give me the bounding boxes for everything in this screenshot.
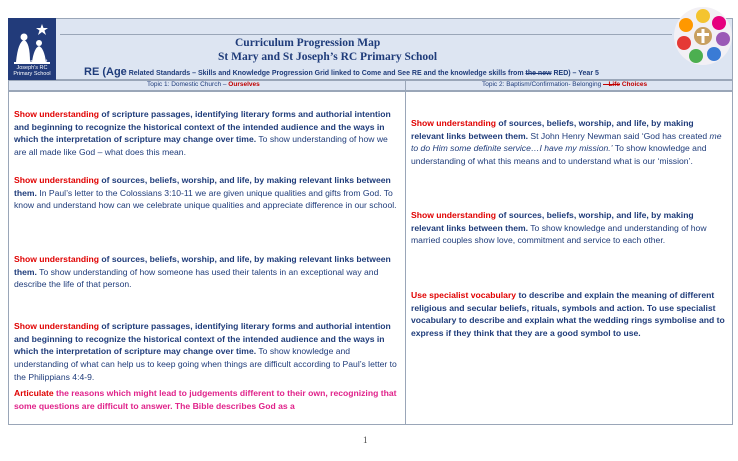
rainbow-cross-logo-icon bbox=[672, 4, 734, 68]
objective-paragraph: Show understanding of sources, beliefs, worship, and life, by making relevant links between them. In Paul’s letter to the Colossians 3:10-11 we are given unique qualities and gifts from God. To know and understand how can we celebrate unique qualities and appreciate difference in our school. bbox=[14, 175, 397, 211]
school-logo bbox=[8, 18, 56, 80]
objective-paragraph: Show understanding of sources, beliefs, worship, and life, by making relevant links between them. St John Henry Newman said ‘God has created me to do Him some definite service…I have my mission.’ To show knowledge and understanding of what this means and to understand what is our ‘mission’. bbox=[411, 118, 722, 167]
objective-paragraph: Show understanding of scripture passages, identifying literary forms and authorial intention and beginning to recognize the historical context of the intended audience and the ways in which the interpretation of scripture may change over time. To show understanding of how we are all made like God – what does this mean. bbox=[14, 109, 391, 158]
column-divider bbox=[405, 80, 406, 425]
page-number: 1 bbox=[363, 435, 368, 445]
page-title: Curriculum Progression Map bbox=[235, 37, 381, 49]
topic-1-heading: Topic 1: Domestic Church – Ourselves bbox=[147, 81, 260, 88]
logo-caption: St Mary & St Joseph's RC Primary School bbox=[13, 59, 51, 77]
objective-paragraph: Articulate the reasons which might lead to judgements different to their own, recognizing that some questions are difficult to answer. The Bible describes God as a bbox=[14, 388, 397, 411]
year-group-logo bbox=[672, 4, 734, 68]
subtitle: RE (Age Related Standards – Skills and Knowledge Progression Grid linked to Come and See RE and the knowledge skills from the new RED) – Year 5 bbox=[84, 66, 599, 78]
topic-2-heading: Topic 2: Baptism/Confirmation- Belonging – Life Choices bbox=[482, 81, 648, 88]
objective-paragraph: Show understanding of sources, beliefs, worship, and life, by making relevant links between them. To show knowledge and understanding of how married couples show love, commitment and service to each other. bbox=[411, 210, 707, 246]
objective-paragraph: Show understanding of scripture passages, identifying literary forms and authorial intention and beginning to recognize the historical context of the intended audience and the ways in which the interpretation of scripture may change over time. To show knowledge and understanding of what can help us to keep going when things are difficult according to Paul’s letter to the Philippians 4:4-9. bbox=[14, 321, 397, 382]
objective-paragraph: Show understanding of sources, beliefs, worship, and life, by making relevant links between them. To show understanding of how someone has used their talents in an exceptional way and describe the life of that person. bbox=[14, 254, 391, 290]
school-name: St Mary and St Joseph’s RC Primary School bbox=[218, 51, 438, 63]
objective-paragraph: Use specialist vocabulary to describe and explain the meaning of different religious and secular beliefs, rituals, symbols and action. To use specialist vocabulary to describe and explain what the wedding rings symbolise and to express if they think that they are a good symbol to use. bbox=[411, 290, 725, 339]
